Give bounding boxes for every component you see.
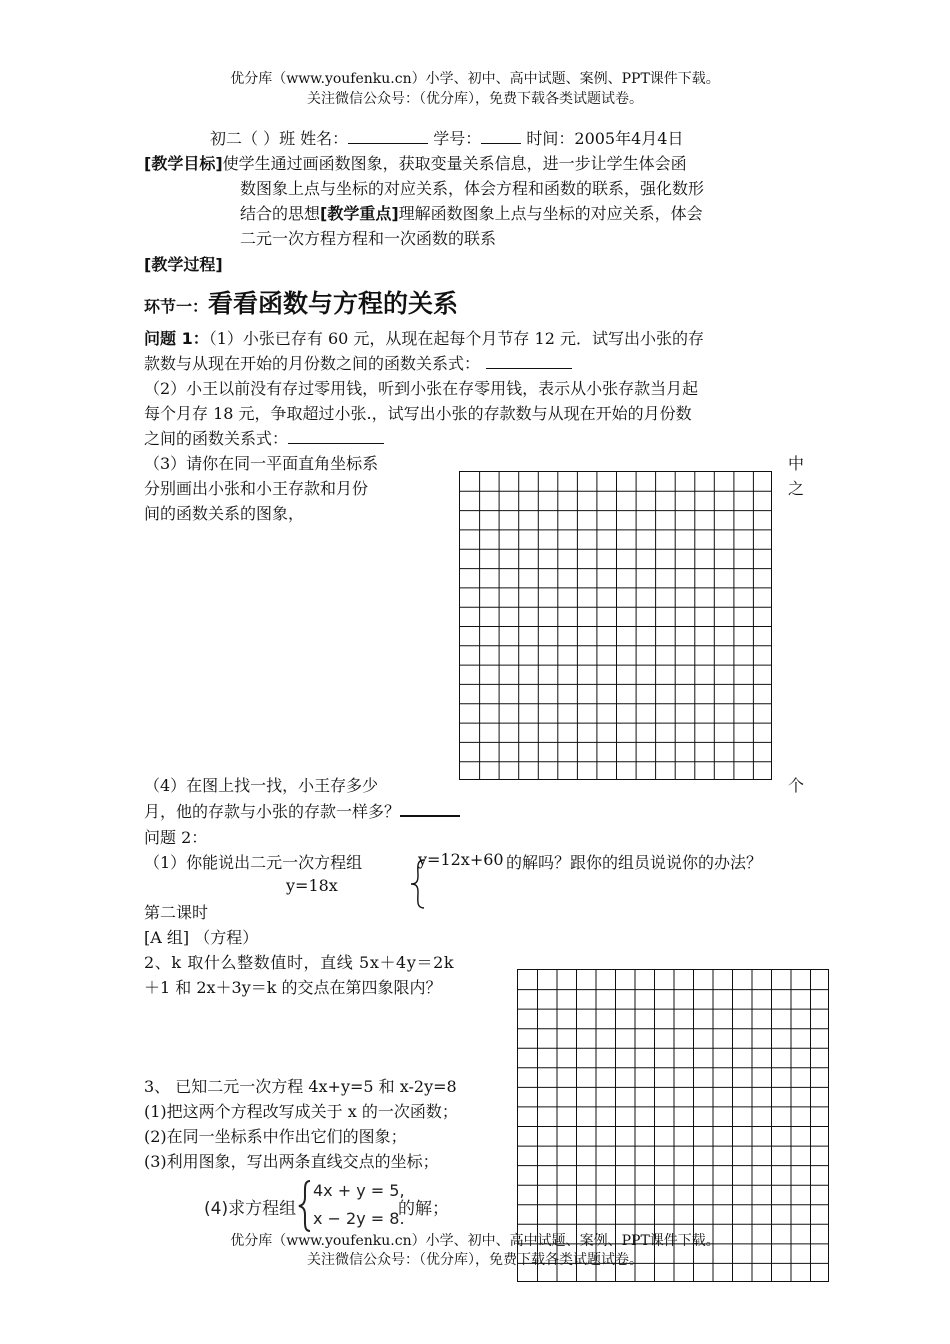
- q1-p3-line-2: 分别画出小张和小王存款和月份: [144, 479, 369, 498]
- q2-line-1-tail: 的解吗？跟你的组员说说你的办法？: [506, 853, 763, 872]
- student-id-label: 学号：: [433, 129, 482, 148]
- footer-line-1: 优分库（www.youfenku.cn）小学、初中、高中试题、案例、PPT课件下载。: [230, 1233, 720, 1249]
- objective-line-4: 二元一次方程方程和一次函数的联系: [240, 229, 497, 248]
- eq-image-suffix: 的解；: [398, 1199, 449, 1219]
- q1-p3-line-1-right: 中: [788, 454, 805, 473]
- problem-3-line-1: 3、 已知二元一次方程 4x+y=5 和 x-2y=8: [144, 1077, 457, 1096]
- q1-p4-line-1-right: 个: [788, 776, 805, 795]
- q2-eq-2: y=18x: [286, 876, 338, 895]
- q1-p4-line-1: （4）在图上找一找，小王存多少: [144, 776, 379, 795]
- q1-p3-line-1: （3）请你在同一平面直角坐标系: [144, 454, 379, 473]
- class-name-label: 初二（ ）班 姓名：: [210, 129, 349, 148]
- section-1-heading: [144, 284, 458, 320]
- objective-text-3a: 结合的思想: [240, 204, 321, 223]
- time-label: 时间：2005年4月4日: [526, 129, 684, 148]
- objective-text-3b: 理解函数图象上点与坐标的对应关系，体会: [398, 204, 703, 223]
- q1-p3-line-3: 间的函数关系的图象，: [144, 504, 305, 523]
- q1-p1a: （1）小张已存有 60 元，从现在起每个月节存 12 元．试写出小张的存: [208, 329, 704, 348]
- problem-3-line-3: (2)在同一坐标系中作出它们的图象；: [144, 1127, 407, 1146]
- problem-3-line-4: (3)利用图象，写出两条直线交点的坐标；: [144, 1152, 439, 1171]
- q1-p1b: 款数与从现在开始的月份数之间的函数关系式：: [144, 354, 481, 373]
- q1-line-5: [144, 426, 384, 449]
- info-line: [210, 126, 683, 149]
- q1-p4-line-2: [144, 799, 460, 822]
- eq-image-eq1: 4x + y = 5,: [313, 1181, 405, 1200]
- q2-label: 问题 2：: [144, 828, 208, 847]
- problem-3-line-2: (1)把这两个方程改写成关于 x 的一次函数；: [144, 1102, 458, 1121]
- answer-blank-1: [486, 354, 572, 369]
- q1-line-4: 每个月存 18 元，争取超过小张.，试写出小张的存款数与从现在开始的月份数: [144, 404, 692, 423]
- eq-image-eq2: x − 2y = 8.: [313, 1209, 405, 1228]
- eq-image-prefix: (4)求方程组: [204, 1199, 297, 1219]
- q2-line-1: （1）你能说出二元一次方程组: [144, 853, 363, 872]
- objective-line-3: [240, 201, 703, 224]
- q2-eq-1: y=12x+60: [418, 850, 504, 869]
- coordinate-grid-1: [459, 471, 772, 780]
- problem-2-line-2: ＋1 和 2x＋3y＝k 的交点在第四象限内？: [144, 978, 442, 997]
- problem-2-line-1: 2、k 取什么整数值时，直线 5x＋4y＝2k: [144, 953, 455, 972]
- second-lesson-label: 第二课时: [144, 903, 209, 922]
- objective-line-1: [144, 151, 687, 174]
- objective-text-1: 使学生通过画函数图象，获取变量关系信息，进一步让学生体会函: [222, 154, 687, 173]
- brace-icon: [298, 1180, 312, 1232]
- q1-label: 问题 1：: [144, 329, 209, 348]
- section-title: 看看函数与方程的关系: [208, 289, 459, 318]
- header-line-1: 优分库（www.youfenku.cn）小学、初中、高中试题、案例、PPT课件下载。: [230, 71, 720, 87]
- footer-line-2: 关注微信公众号：（优分库），免费下载各类试题试卷。: [307, 1252, 643, 1268]
- q1-line-1: [144, 326, 704, 349]
- section-prefix: 环节一：: [144, 297, 209, 316]
- process-label: [教学过程]: [144, 255, 223, 274]
- objective-label: [教学目标]: [144, 154, 223, 173]
- header-line-2: 关注微信公众号：（优分库），免费下载各类试题试卷。: [307, 91, 643, 107]
- answer-blank-2: [288, 429, 384, 444]
- q1-line-3: （2）小王以前没有存过零用钱，听到小张在存零用钱，表示从小张存款当月起: [144, 379, 699, 398]
- brace-icon: [408, 858, 430, 910]
- focus-label: [教学重点]: [320, 204, 399, 223]
- id-blank: [481, 129, 521, 144]
- q1-p3-line-2-right: 之: [788, 479, 805, 498]
- q1-p4b: 月，他的存款与小张的存款一样多？: [144, 802, 401, 821]
- name-blank: [348, 129, 428, 144]
- objective-line-2: 数图象上点与坐标的对应关系，体会方程和函数的联系，强化数形: [240, 179, 705, 198]
- equation-system-image: [200, 1178, 450, 1234]
- q1-p2c: 之间的函数关系式：: [144, 429, 289, 448]
- group-a-label: [A 组] （方程）: [144, 928, 259, 947]
- answer-blank-3: [400, 801, 460, 817]
- q1-line-2: [144, 351, 572, 374]
